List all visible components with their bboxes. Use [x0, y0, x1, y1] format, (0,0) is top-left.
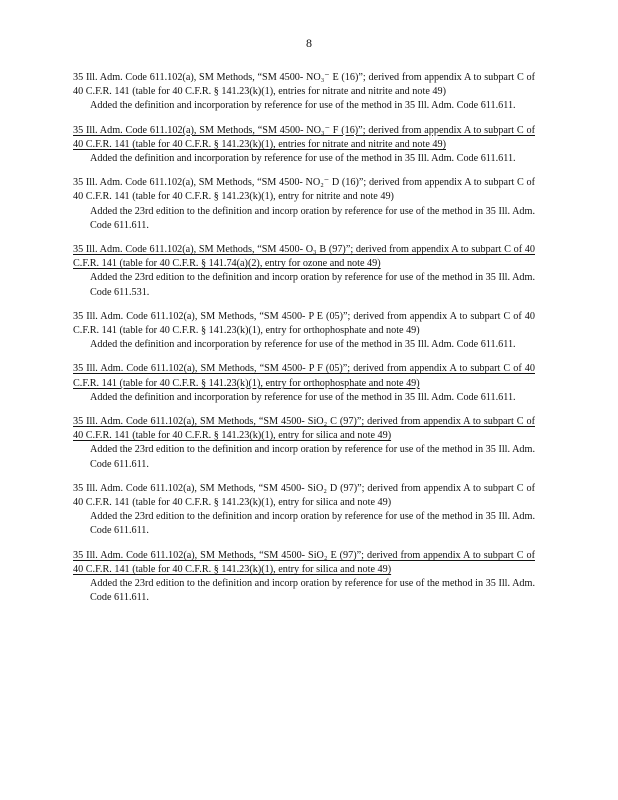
- entry-note: Added the definition and incorporation by reference for use of the method in 35 Ill. Adm. Code 611.611.: [90, 339, 516, 351]
- entry-citation: 35 Ill. Adm. Code 611.102(a), SM Methods, “SM 4500- O₃ B (97)”; derived from appendix A to subpart C of 40 C.F.R. 141 (table for 40 C.F.R. § 141.74(a)(2), entry for ozone and note 49): [73, 244, 535, 270]
- entry-note: Added the definition and incorporation by reference for use of the method in 35 Ill. Adm. Code 611.611.: [90, 391, 516, 403]
- entry-sm-4500-no2-d: [73, 176, 535, 233]
- entry-list: [73, 71, 535, 616]
- entry-citation: 35 Ill. Adm. Code 611.102(a), SM Methods, “SM 4500- P F (05)”; derived from appendix A to subpart C of 40 C.F.R. 141 (table for 40 C.F.R. § 141.23(k)(1), entry for orthophosphate and note 49): [73, 363, 535, 389]
- entry-citation: 35 Ill. Adm. Code 611.102(a), SM Methods, “SM 4500- NO₂⁻ D (16)”; derived from appendix A to subpart C of 40 C.F.R. 141 (table for 40 C.F.R. § 141.23(k)(1), entry for nitrite and note 49): [73, 177, 535, 203]
- entry-note: Added the definition and incorporation by reference for use of the method in 35 Ill. Adm. Code 611.611.: [90, 153, 516, 165]
- entry-sm-4500-o3-b: [73, 243, 535, 300]
- entry-note: Added the definition and incorporation by reference for use of the method in 35 Ill. Adm. Code 611.611.: [90, 100, 516, 112]
- entry-note: Added the 23rd edition to the definition and incorp oration by reference for use of the method in 35 Ill. Adm. Code 611.611.: [90, 578, 535, 604]
- entry-note: Added the 23rd edition to the definition and incorp oration by reference for use of the method in 35 Ill. Adm. Code 611.611.: [90, 444, 535, 470]
- entry-note: Added the 23rd edition to the definition and incorp oration by reference for use of the method in 35 Ill. Adm. Code 611.611.: [90, 205, 535, 231]
- entry-citation: 35 Ill. Adm. Code 611.102(a), SM Methods, “SM 4500- P E (05)”; derived from appendix A to subpart C of 40 C.F.R. 141 (table for 40 C.F.R. § 141.23(k)(1), entry for orthophosphate and note 49): [73, 310, 535, 337]
- entry-sm-4500-sio2-e: [73, 549, 535, 606]
- entry-note: Added the 23rd edition to the definition and incorp oration by reference for use of the method in 35 Ill. Adm. Code 611.531.: [90, 272, 535, 298]
- entry-note: Added the 23rd edition to the definition and incorp oration by reference for use of the method in 35 Ill. Adm. Code 611.611.: [90, 511, 535, 537]
- entry-sm-4500-no3-f: [73, 124, 535, 167]
- entry-sm-4500-p-f: [73, 362, 535, 405]
- entry-citation: 35 Ill. Adm. Code 611.102(a), SM Methods, “SM 4500- NO₃⁻ E (16)”; derived from appendix A to subpart C of 40 C.F.R. 141 (table for 40 C.F.R. § 141.23(k)(1), entries for nitrate and nitrite and note 49): [73, 72, 535, 98]
- entry-sm-4500-p-e: [73, 310, 535, 353]
- entry-citation: 35 Ill. Adm. Code 611.102(a), SM Methods, “SM 4500- SiO₂ E (97)”; derived from appendix A to subpart C of 40 C.F.R. 141 (table for 40 C.F.R. § 141.23(k)(1), entry for silica and note 49): [73, 549, 535, 575]
- page-number: 8: [306, 36, 312, 50]
- entry-citation: 35 Ill. Adm. Code 611.102(a), SM Methods, “SM 4500- NO₃⁻ F (16)”; derived from appendix A to subpart C of 40 C.F.R. 141 (table for 40 C.F.R. § 141.23(k)(1), entries for nitrate and nitrite and note 49): [73, 124, 535, 150]
- entry-citation: 35 Ill. Adm. Code 611.102(a), SM Methods, “SM 4500- SiO₂ C (97)”; derived from appendix A to subpart C of 40 C.F.R. 141 (table for 40 C.F.R. § 141.23(k)(1), entry for silica and note 49): [73, 416, 535, 442]
- entry-sm-4500-sio2-c: [73, 415, 535, 472]
- entry-sm-4500-sio2-d: [73, 482, 535, 539]
- entry-citation: 35 Ill. Adm. Code 611.102(a), SM Methods, “SM 4500- SiO₂ D (97)”; derived from appendix A to subpart C of 40 C.F.R. 141 (table for 40 C.F.R. § 141.23(k)(1), entry for silica and note 49): [73, 482, 535, 509]
- entry-sm-4500-no3-e: [73, 71, 535, 114]
